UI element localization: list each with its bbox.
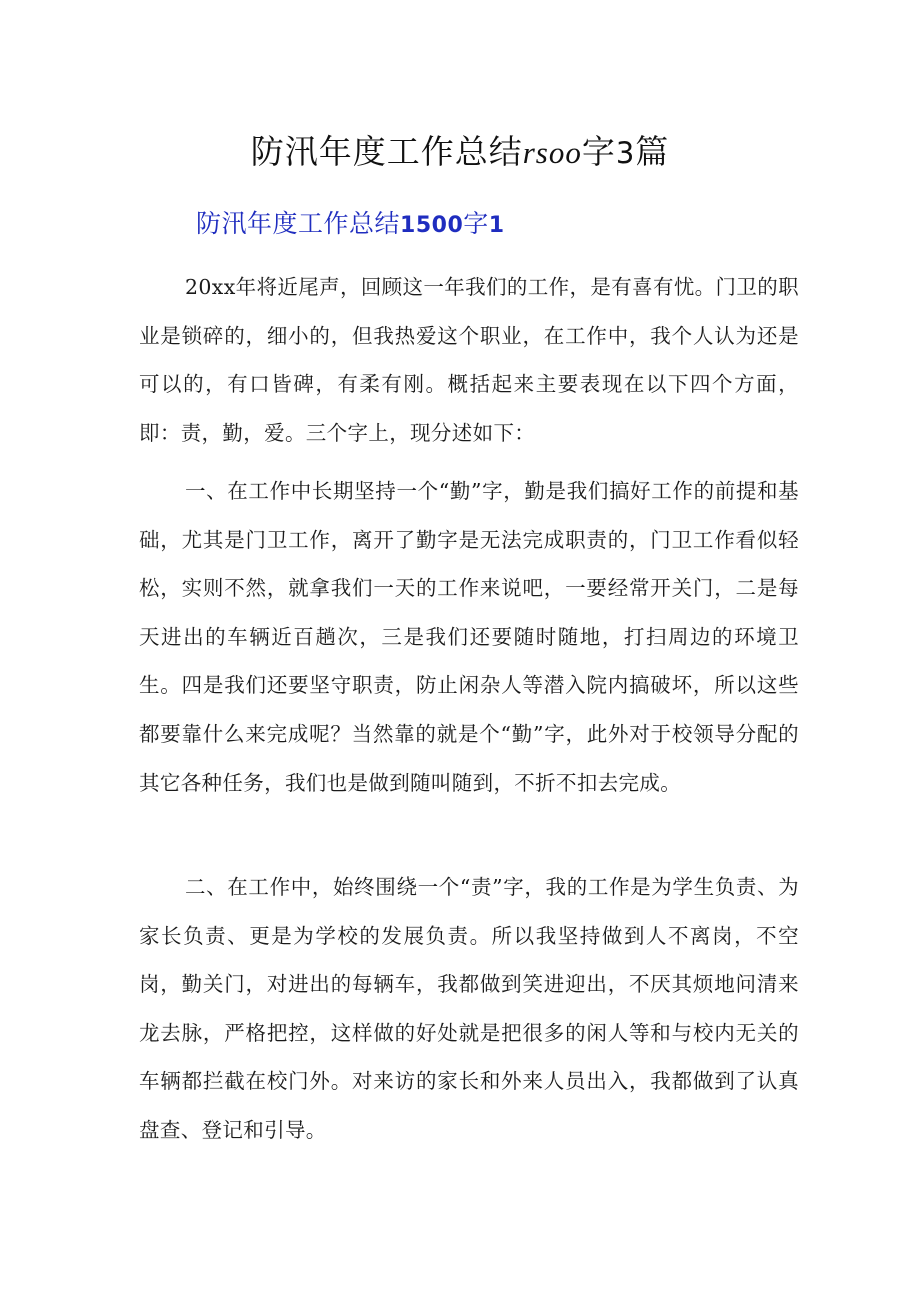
section-heading-index: 1 <box>488 213 505 238</box>
title-middle: 字 <box>581 132 616 171</box>
section-heading-prefix: 防汛年度工作总结 <box>196 209 401 238</box>
section-heading-middle: 字 <box>463 209 489 238</box>
section-heading-number: 1500 <box>400 213 464 238</box>
title-prefix: 防汛年度工作总结 <box>250 132 523 171</box>
title-suffix: 篇 <box>635 132 670 171</box>
paragraph-intro: 20xx年将近尾声，回顾这一年我们的工作，是有喜有忧。门卫的职业是锁碎的，细小的，但我热爱这个职业，在工作中，我个人认为还是可以的，有口皆碑，有柔有刚。概括起来主要表现在以下四个方面，即：责，勤，爱。三个字上，现分述如下： <box>139 275 799 445</box>
paragraph-responsibility: 二、在工作中，始终围绕一个“责”字，我的工作是为学生负责、为家长负责、更是为学校的发展负责。所以我坚持做到人不离岗，不空岗，勤关门，对进出的每辆车，我都做到笑进迎出，不厌其烦地问清来龙去脉，严格把控，这样做的好处就是把很多的闲人等和与校内无关的车辆都拦截在校门外。对来访的家长和外来人员出入，我都做到了认真盘查、登记和引导。 <box>139 875 799 1142</box>
document-title <box>0 128 920 177</box>
paragraph-diligence: 一、在工作中长期坚持一个“勤”字，勤是我们搞好工作的前提和基础，尤其是门卫工作，离开了勤字是无法完成职责的，门卫工作看似轻松，实则不然，就拿我们一天的工作来说吧，一要经常开关门，二是每天进出的车辆近百趟次，三是我们还要随时随地，打扫周边的环境卫生。四是我们还要坚守职责，防止闲杂人等潜入院内搞破坏，所以这些都要靠什么来完成呢？当然靠的就是个“勤”字，此外对于校领导分配的其它各种任务，我们也是做到随叫随到，不折不扣去完成。 <box>139 479 799 795</box>
title-number: 3 <box>615 136 636 170</box>
section-heading <box>196 204 505 246</box>
title-latin: rsoo <box>522 135 582 170</box>
